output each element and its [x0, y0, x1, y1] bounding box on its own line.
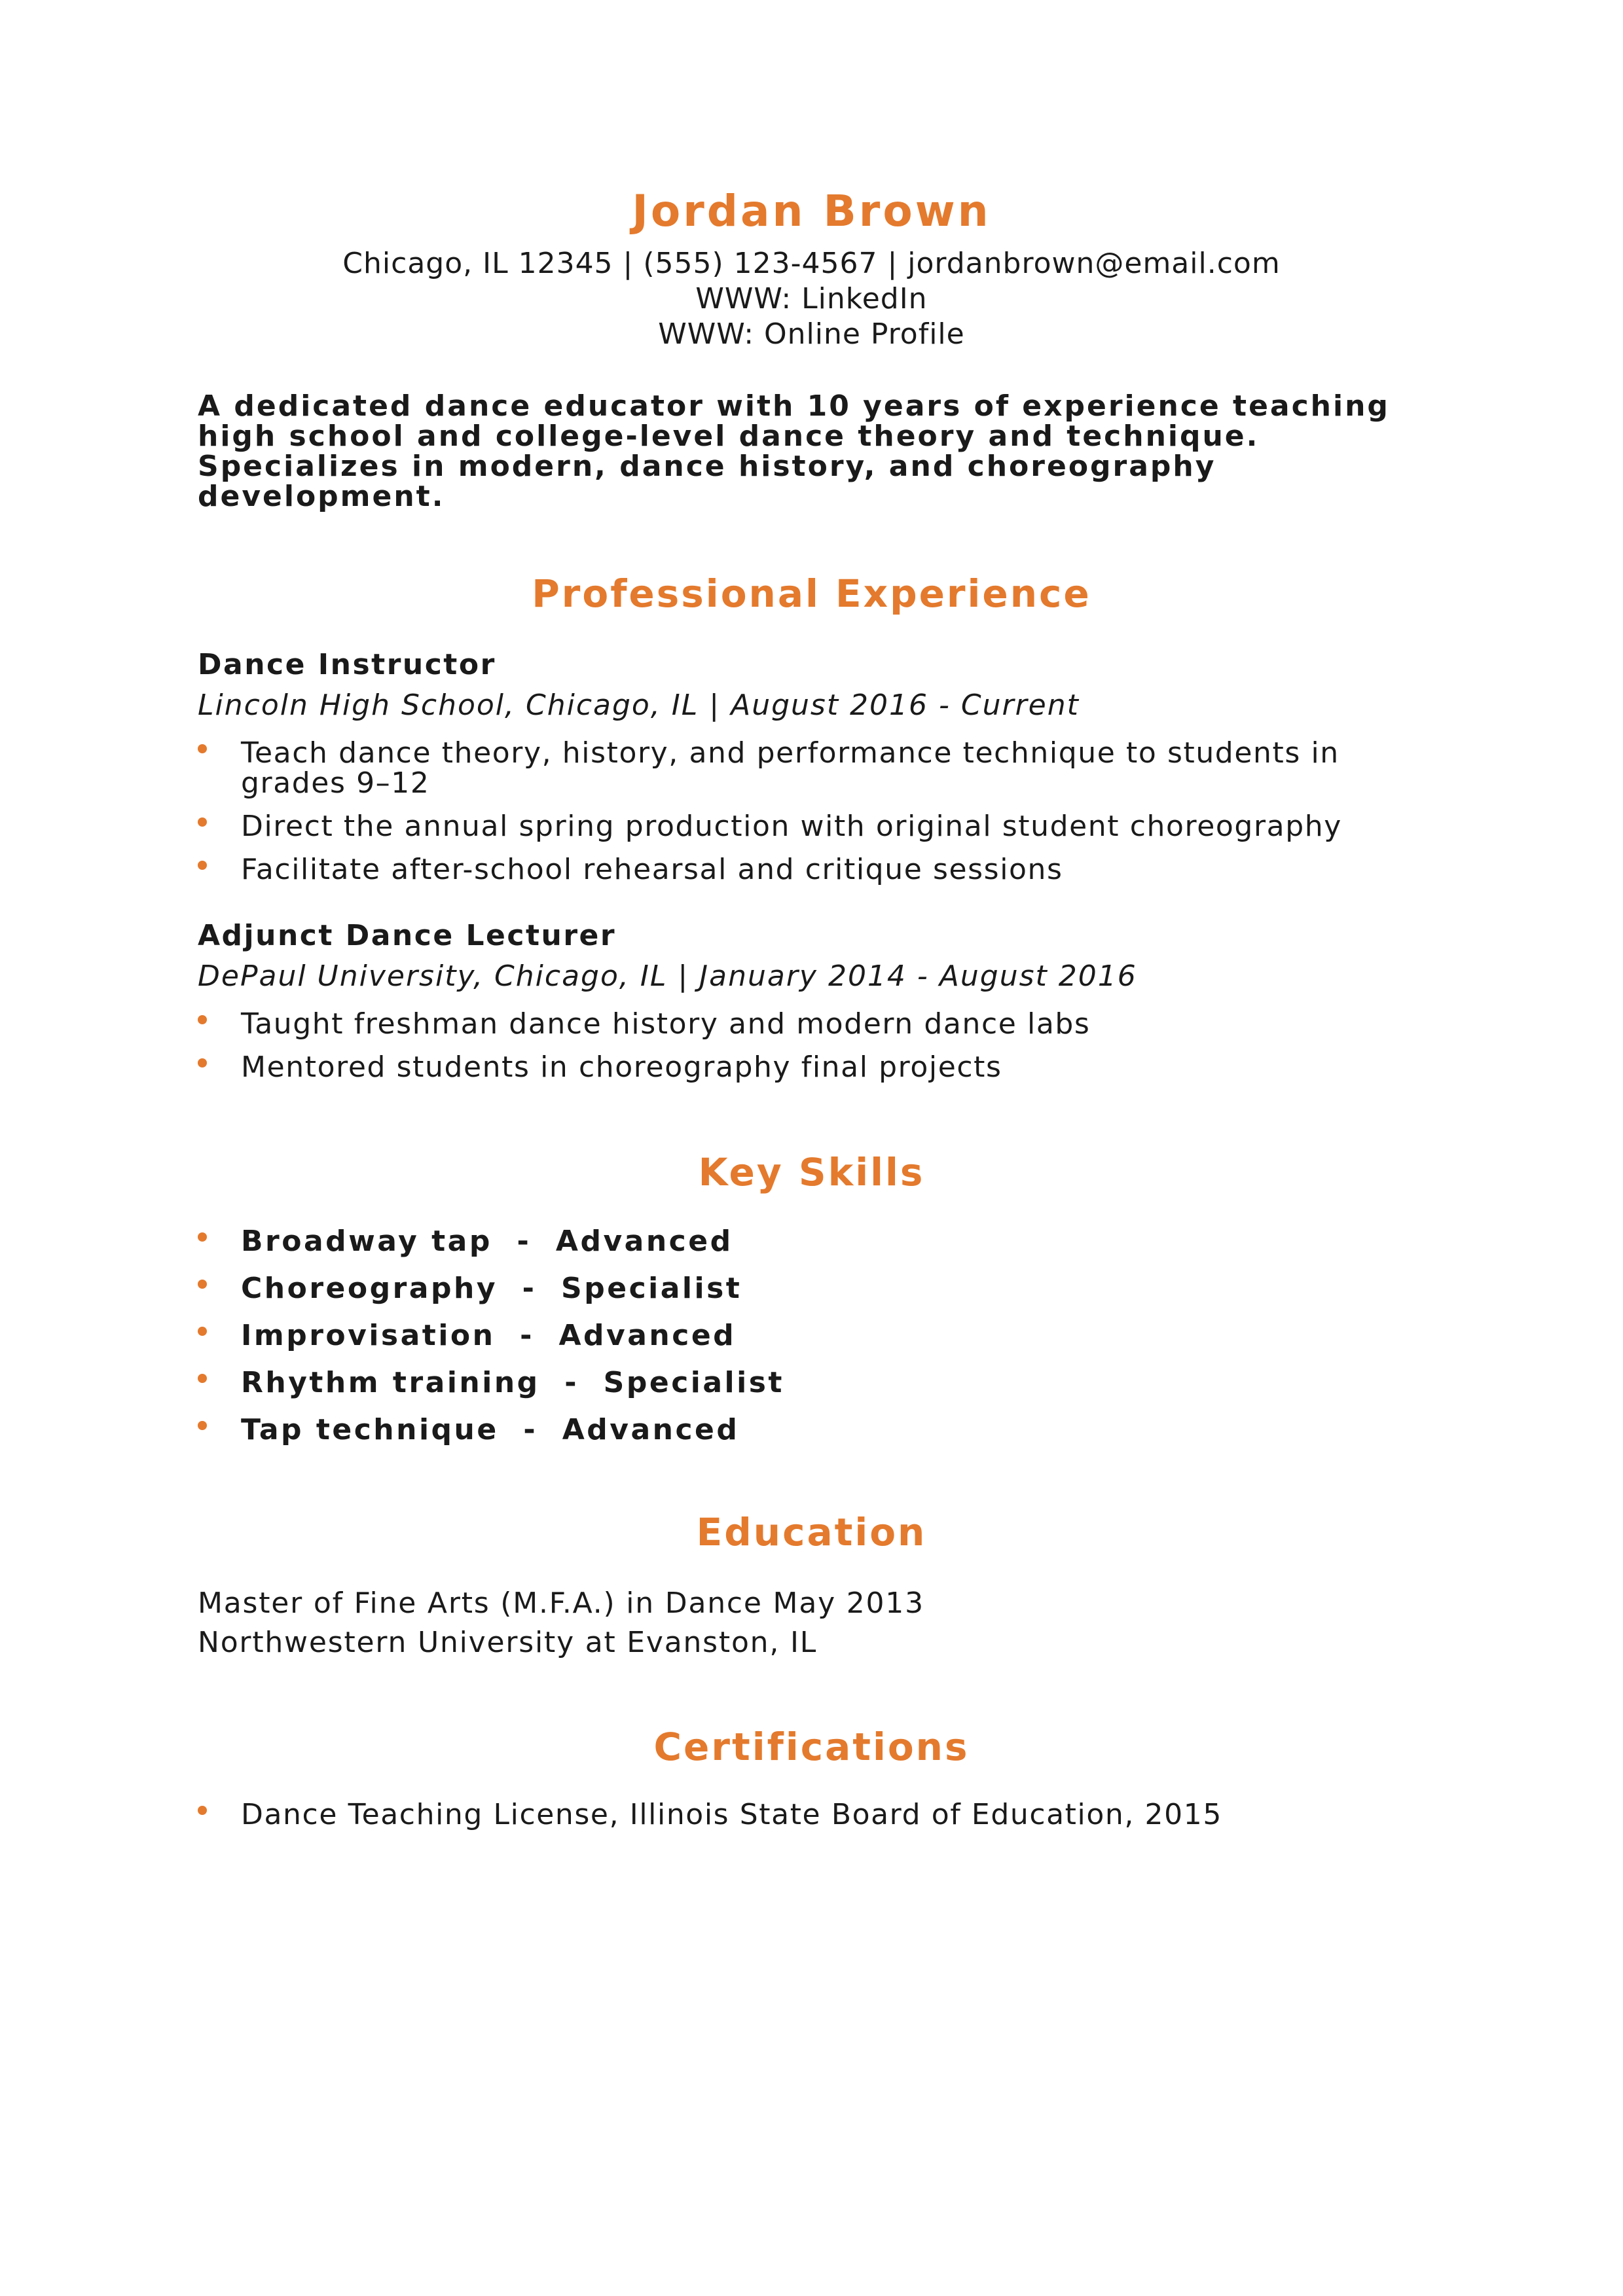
- resume-content: [198, 186, 1425, 1831]
- skill-item: [198, 1274, 1425, 1304]
- job-title: Adjunct Dance Lecturer: [198, 919, 617, 952]
- bullet-icon: [198, 744, 207, 753]
- resume-header: [198, 186, 1425, 352]
- bullet-icon: [198, 1421, 207, 1430]
- bullet-icon: [198, 1806, 207, 1815]
- job-duty-item: [198, 1009, 1425, 1039]
- candidate-name: Jordan Brown: [632, 186, 991, 236]
- job-duties-list: [198, 738, 1425, 885]
- skill-item: [198, 1321, 1425, 1351]
- bullet-icon: [198, 1280, 207, 1289]
- job-duty-text: Teach dance theory, history, and performance technique to students in grades 9–12: [241, 736, 1340, 800]
- experience-heading: Professional Experience: [532, 571, 1091, 616]
- professional-summary: A dedicated dance educator with 10 years of experience teaching high school and college-level dance theory and technique. Specializes in modern, dance history, and choreography development.: [198, 389, 1390, 513]
- skills-section: [198, 1150, 1425, 1446]
- school: Northwestern University at Evanston, IL: [198, 1626, 818, 1659]
- certification-item: [198, 1800, 1425, 1830]
- job-entry: [198, 648, 1425, 886]
- contact-block: [198, 246, 1425, 352]
- skill-item: [198, 1368, 1425, 1398]
- skill-text: Improvisation - Advanced: [241, 1319, 737, 1352]
- job-entry: [198, 919, 1425, 1084]
- skill-text: Broadway tap - Advanced: [241, 1225, 733, 1258]
- skills-heading: Key Skills: [698, 1150, 925, 1194]
- education-section: [198, 1510, 1425, 1662]
- contact-line: Chicago, IL 12345 | (555) 123-4567 | jordanbrown@email.com: [342, 247, 1281, 280]
- skill-item: [198, 1227, 1425, 1257]
- bullet-icon: [198, 861, 207, 870]
- job-duty-item: [198, 1052, 1425, 1083]
- job-duty-item: [198, 855, 1425, 885]
- experience-section: [198, 571, 1425, 1084]
- job-employer-dates: Lincoln High School, Chicago, IL | August 2016 - Current: [198, 689, 1080, 722]
- bullet-icon: [198, 1058, 207, 1067]
- certifications-list: [198, 1800, 1425, 1830]
- skill-text: Tap technique - Advanced: [241, 1413, 740, 1446]
- job-duty-item: [198, 812, 1425, 842]
- job-duty-text: Taught freshman dance history and modern dance labs: [241, 1007, 1091, 1041]
- certification-text: Dance Teaching License, Illinois State Board of Education, 2015: [241, 1798, 1222, 1831]
- online-profile-link[interactable]: WWW: Online Profile: [658, 317, 965, 351]
- job-duty-item: [198, 738, 1425, 798]
- skill-item: [198, 1415, 1425, 1445]
- bullet-icon: [198, 1374, 207, 1383]
- job-title: Dance Instructor: [198, 648, 496, 681]
- bullet-icon: [198, 817, 207, 827]
- bullet-icon: [198, 1232, 207, 1242]
- job-employer-dates: DePaul University, Chicago, IL | January 2014 - August 2016: [198, 960, 1137, 993]
- skills-list: [198, 1227, 1425, 1445]
- job-duty-text: Direct the annual spring production with original student choreography: [241, 810, 1342, 843]
- job-duty-text: Facilitate after-school rehearsal and critique sessions: [241, 853, 1063, 886]
- skill-text: Rhythm training - Specialist: [241, 1366, 784, 1399]
- skill-text: Choreography - Specialist: [241, 1272, 742, 1305]
- bullet-icon: [198, 1015, 207, 1024]
- degree: Master of Fine Arts (M.F.A.) in Dance May 2013: [198, 1587, 924, 1620]
- education-details: [198, 1584, 1425, 1662]
- bullet-icon: [198, 1327, 207, 1336]
- certifications-heading: Certifications: [653, 1725, 970, 1769]
- education-heading: Education: [696, 1510, 927, 1554]
- job-duties-list: [198, 1009, 1425, 1083]
- job-duty-text: Mentored students in choreography final projects: [241, 1050, 1002, 1084]
- linkedin-link[interactable]: WWW: LinkedIn: [695, 282, 928, 315]
- certifications-section: [198, 1725, 1425, 1831]
